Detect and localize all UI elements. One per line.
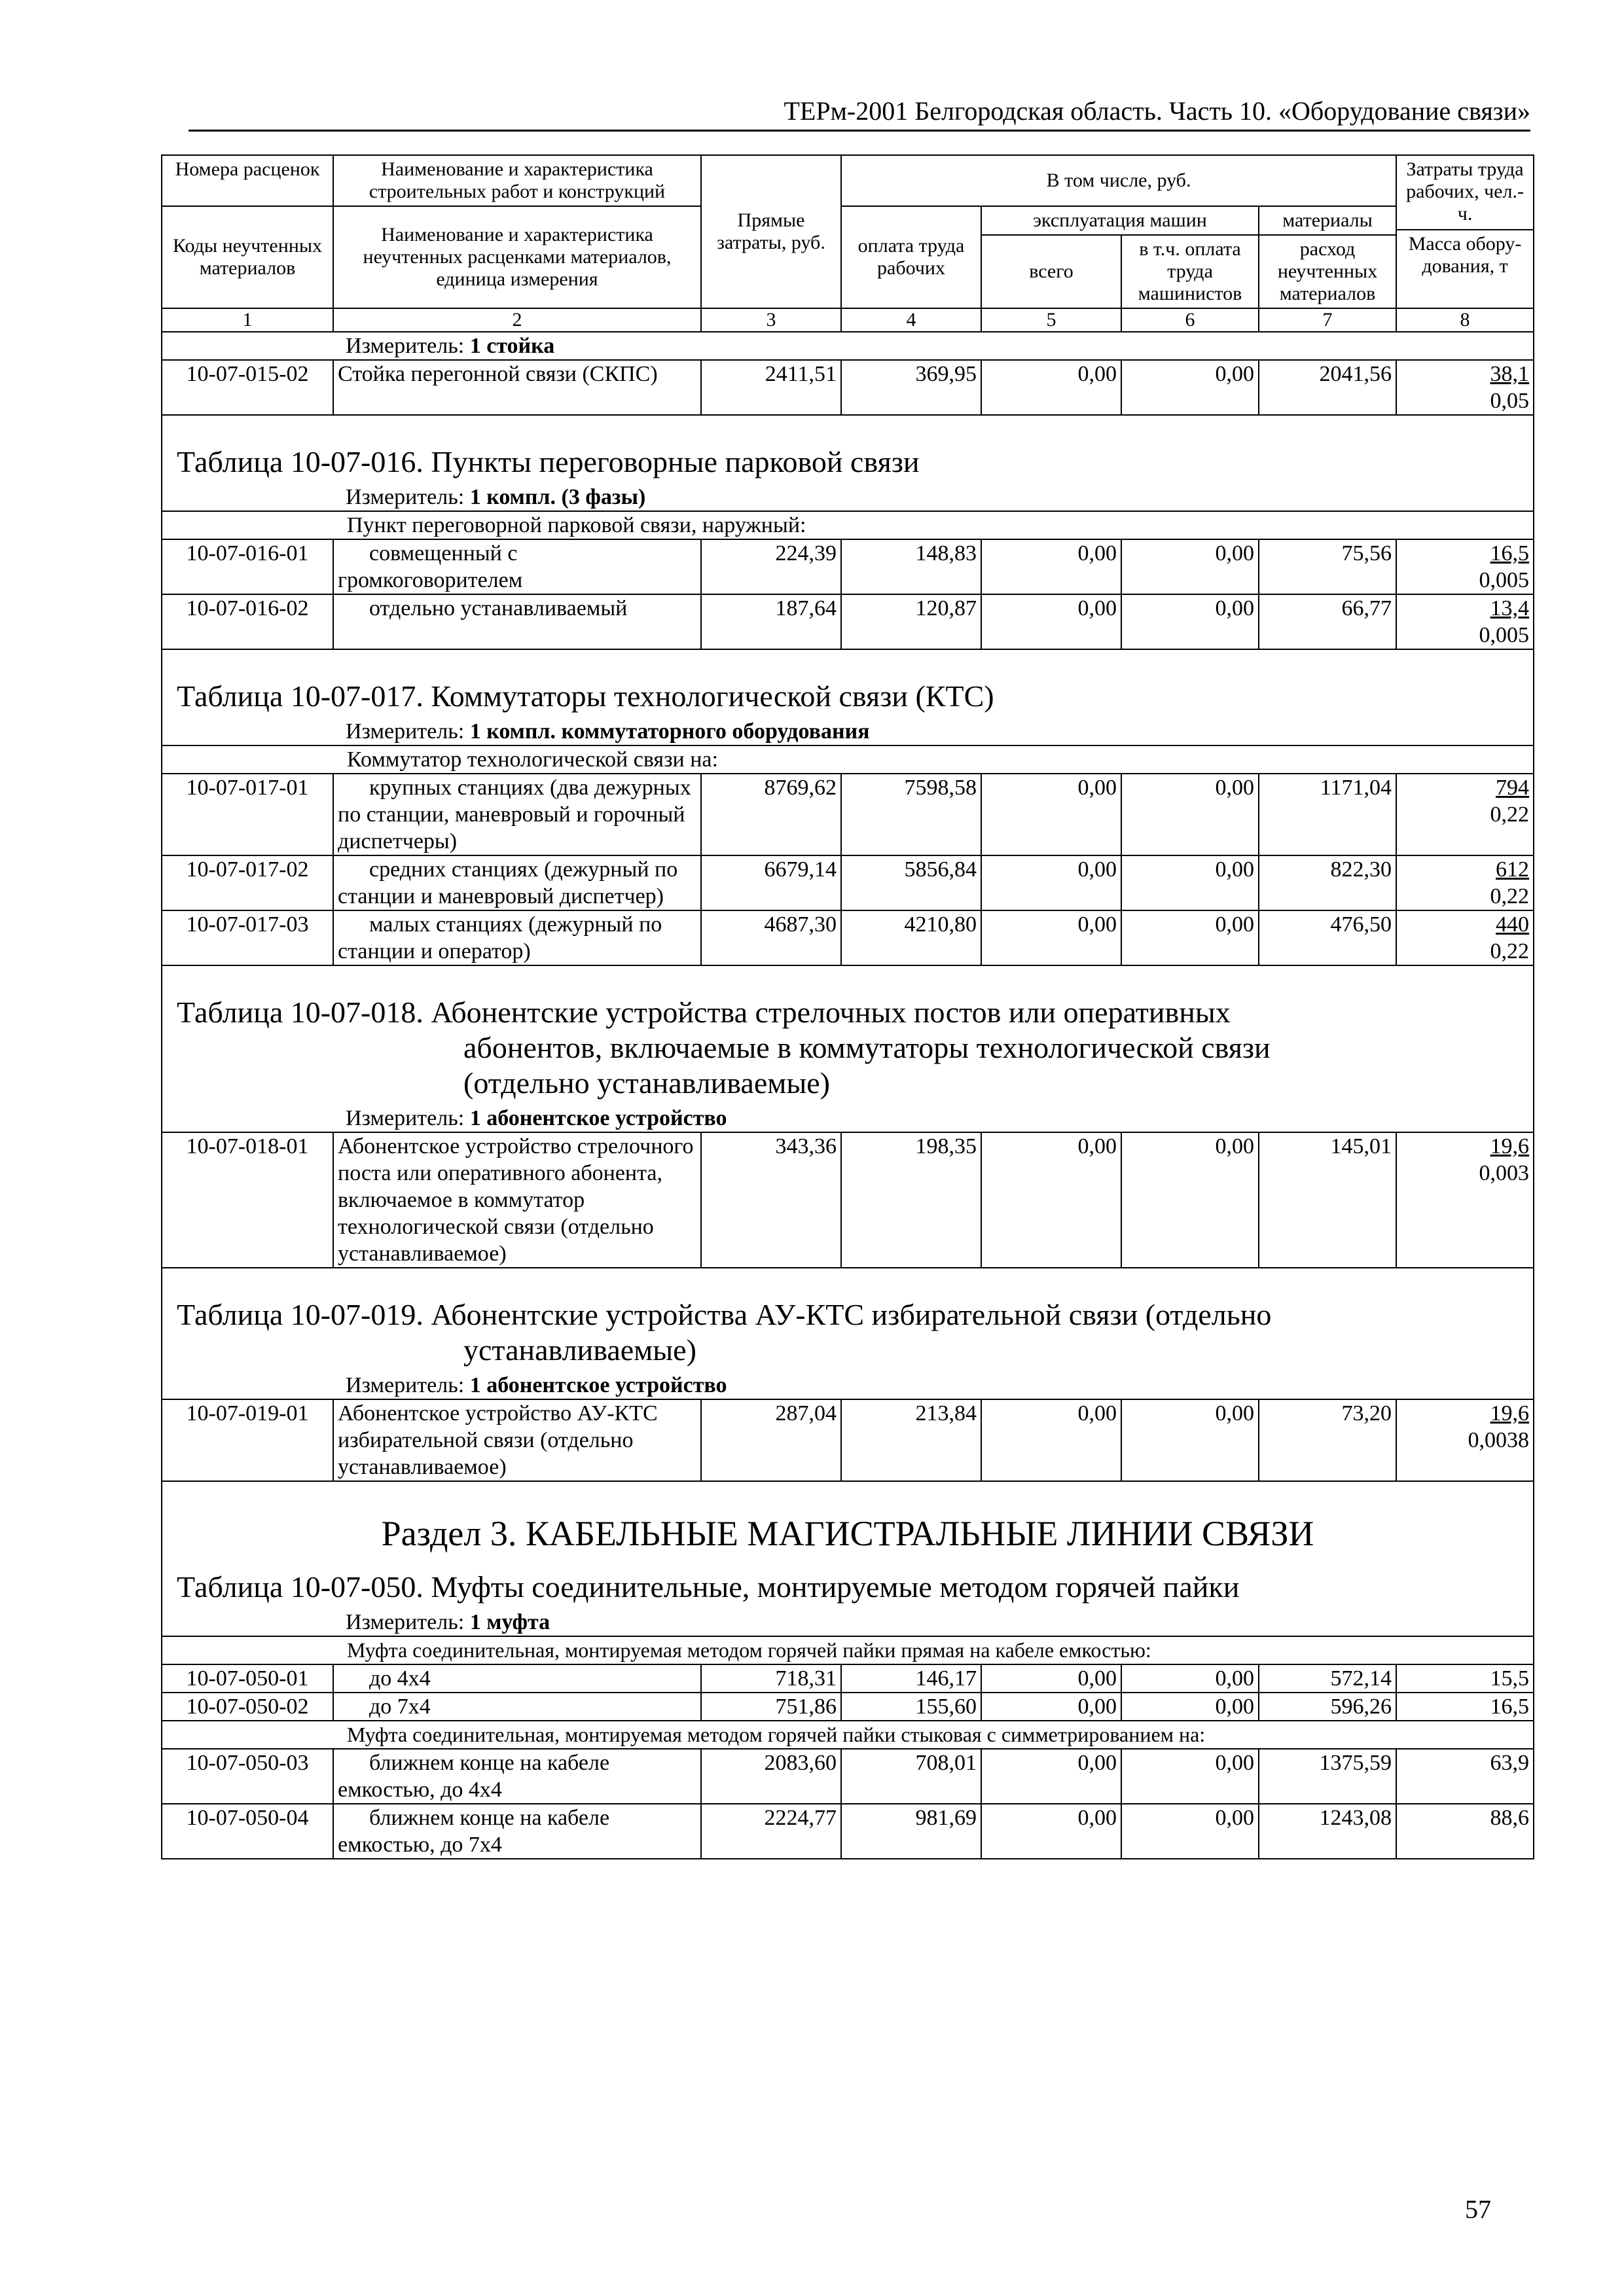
section-title-row — [162, 1481, 1534, 1559]
group-heading: Пункт переговорной парковой связи, наружный: — [162, 511, 1534, 539]
col-header-direct-costs: Прямые затраты, руб. — [701, 155, 841, 308]
worker-pay: 981,69 — [841, 1804, 981, 1859]
col-header-machines-total: всего — [981, 235, 1121, 308]
machinist-pay: 0,00 — [1121, 594, 1259, 649]
labor-mass-cell — [1396, 910, 1534, 965]
running-header: ТЕРм-2001 Белгородская область. Часть 10. «Оборудование связи» — [784, 96, 1530, 126]
labor-hours: 88,6 — [1396, 1804, 1534, 1859]
machines-total: 0,00 — [981, 1749, 1121, 1804]
column-numbers-row — [162, 308, 1534, 332]
rate-code: 10-07-017-02 — [162, 855, 333, 910]
table-title-row — [162, 649, 1534, 718]
measure-label: Измеритель: — [346, 719, 465, 744]
machines-total: 0,00 — [981, 910, 1121, 965]
table-row — [162, 1132, 1534, 1268]
machines-total: 0,00 — [981, 1804, 1121, 1859]
direct-costs: 6679,14 — [701, 855, 841, 910]
group-row — [162, 511, 1534, 539]
machinist-pay: 0,00 — [1121, 910, 1259, 965]
table-title-row — [162, 1268, 1534, 1372]
machinist-pay: 0,00 — [1121, 1804, 1259, 1859]
col-header-name-top: Наименование и характеристика строительных работ и конструкций — [333, 155, 701, 206]
labor-hours: 612 — [1496, 857, 1530, 882]
equipment-mass: 0,005 — [1479, 623, 1530, 647]
rate-name: ближнем конце на кабеле емкостью, до 7х4 — [333, 1804, 701, 1859]
measure-value: 1 муфта — [469, 1610, 550, 1634]
materials-cost: 1171,04 — [1259, 774, 1396, 855]
col-number: 8 — [1396, 308, 1534, 332]
machines-total: 0,00 — [981, 360, 1121, 415]
table-row — [162, 1693, 1534, 1721]
table-row — [162, 910, 1534, 965]
equipment-mass: 0,22 — [1490, 939, 1530, 963]
table-title-line: абонентов, включаемые в коммутаторы технологической связи — [463, 1031, 1271, 1064]
col-number: 1 — [162, 308, 333, 332]
col-number: 7 — [1259, 308, 1396, 332]
equipment-mass: 0,005 — [1479, 568, 1530, 592]
table-title-line: Таблица 10-07-019. Абонентские устройства АУ-КТС избирательной связи (отдельно — [177, 1298, 1272, 1331]
measure-value: 1 стойка — [469, 334, 555, 358]
table-row — [162, 855, 1534, 910]
labor-mass-cell — [1396, 774, 1534, 855]
rate-name: до 7х4 — [333, 1693, 701, 1721]
worker-pay: 5856,84 — [841, 855, 981, 910]
equipment-mass: 0,22 — [1490, 884, 1530, 908]
rate-code: 10-07-050-03 — [162, 1749, 333, 1804]
labor-mass-cell — [1396, 1132, 1534, 1268]
measure-label: Измеритель: — [346, 485, 465, 509]
table-title-row — [162, 415, 1534, 484]
labor-hours: 794 — [1496, 776, 1530, 800]
table-row — [162, 1804, 1534, 1859]
table-row — [162, 360, 1534, 415]
direct-costs: 2224,77 — [701, 1804, 841, 1859]
col-header-unaccounted-materials: расход неучтенных материалов — [1259, 235, 1396, 308]
measure-line — [162, 1105, 1534, 1132]
col-header-codes-top: Номера расценок — [162, 155, 333, 206]
table-title — [162, 1268, 1534, 1372]
machinist-pay: 0,00 — [1121, 774, 1259, 855]
machinist-pay: 0,00 — [1121, 1664, 1259, 1693]
page-number: 57 — [1465, 2195, 1491, 2224]
materials-cost: 1243,08 — [1259, 1804, 1396, 1859]
equipment-mass: 0,22 — [1490, 802, 1530, 827]
group-heading: Муфта соединительная, монтируемая методом горячей пайки прямая на кабеле емкостью: — [162, 1636, 1534, 1664]
col-number: 4 — [841, 308, 981, 332]
measure-row — [162, 332, 1534, 360]
measure-line — [162, 332, 1534, 360]
labor-hours: 38,1 — [1490, 362, 1530, 386]
measure-value: 1 компл. коммутаторного оборудования — [469, 719, 870, 744]
table-title-line: устанавливаемые) — [463, 1333, 696, 1367]
col-number: 3 — [701, 308, 841, 332]
rate-code: 10-07-050-04 — [162, 1804, 333, 1859]
direct-costs: 718,31 — [701, 1664, 841, 1693]
worker-pay: 198,35 — [841, 1132, 981, 1268]
col-header-codes-bottom: Коды неучтенных материалов — [162, 206, 333, 308]
measure-row — [162, 718, 1534, 745]
materials-cost: 75,56 — [1259, 539, 1396, 594]
group-row — [162, 1721, 1534, 1749]
table-row — [162, 594, 1534, 649]
labor-hours: 16,5 — [1396, 1693, 1534, 1721]
rate-code: 10-07-018-01 — [162, 1132, 333, 1268]
worker-pay: 213,84 — [841, 1399, 981, 1481]
machinist-pay: 0,00 — [1121, 360, 1259, 415]
labor-hours: 63,9 — [1396, 1749, 1534, 1804]
machines-total: 0,00 — [981, 1132, 1121, 1268]
rate-code: 10-07-050-02 — [162, 1693, 333, 1721]
table-row — [162, 1749, 1534, 1804]
table-row — [162, 539, 1534, 594]
measure-value: 1 абонентское устройство — [469, 1373, 727, 1397]
measure-line — [162, 1372, 1534, 1399]
table-title: Таблица 10-07-017. Коммутаторы технологической связи (КТС) — [162, 649, 1534, 718]
rate-code: 10-07-015-02 — [162, 360, 333, 415]
rates-table — [161, 154, 1534, 1859]
col-header-machines: эксплуатация машин — [981, 206, 1259, 235]
col-header-worker-pay: оплата труда рабочих — [841, 206, 981, 308]
table-row — [162, 774, 1534, 855]
measure-row — [162, 1105, 1534, 1132]
labor-mass-cell — [1396, 594, 1534, 649]
labor-hours: 19,6 — [1490, 1134, 1530, 1158]
rate-name: средних станциях (дежурный по станции и маневровый диспетчер) — [333, 855, 701, 910]
materials-cost: 596,26 — [1259, 1693, 1396, 1721]
measure-label: Измеритель: — [346, 1610, 465, 1634]
equipment-mass: 0,0038 — [1468, 1428, 1530, 1452]
measure-line — [162, 1609, 1534, 1636]
machines-total: 0,00 — [981, 539, 1121, 594]
worker-pay: 155,60 — [841, 1693, 981, 1721]
machinist-pay: 0,00 — [1121, 1132, 1259, 1268]
worker-pay: 7598,58 — [841, 774, 981, 855]
rate-name: совмещенный с громкоговорителем — [333, 539, 701, 594]
rate-code: 10-07-050-01 — [162, 1664, 333, 1693]
col-number: 2 — [333, 308, 701, 332]
table-header — [162, 155, 1534, 332]
table-title-line: Таблица 10-07-018. Абонентские устройства стрелочных постов или оперативных — [177, 996, 1231, 1029]
table-title-row — [162, 965, 1534, 1105]
materials-cost: 73,20 — [1259, 1399, 1396, 1481]
labor-hours: 19,6 — [1490, 1401, 1530, 1426]
labor-mass-cell — [1396, 1399, 1534, 1481]
materials-cost: 2041,56 — [1259, 360, 1396, 415]
machinist-pay: 0,00 — [1121, 1749, 1259, 1804]
rate-name: Стойка перегонной связи (СКПС) — [333, 360, 701, 415]
direct-costs: 343,36 — [701, 1132, 841, 1268]
rate-name: крупных станциях (два дежурных по станции, маневровый и горочный диспетчеры) — [333, 774, 701, 855]
measure-value: 1 компл. (3 фазы) — [469, 485, 646, 509]
rate-name: Абонентское устройство АУ-КТС избирательной связи (отдельно устанавливаемое) — [333, 1399, 701, 1481]
worker-pay: 708,01 — [841, 1749, 981, 1804]
worker-pay: 369,95 — [841, 360, 981, 415]
labor-mass-cell — [1396, 360, 1534, 415]
machines-total: 0,00 — [981, 1399, 1121, 1481]
col-header-name-bottom: Наименование и характеристика неучтенных расценками материалов, единица измерения — [333, 206, 701, 308]
labor-hours: 16,5 — [1490, 541, 1530, 565]
col-header-equipment-mass: Масса обору- дования, т — [1397, 229, 1533, 280]
group-heading: Коммутатор технологической связи на: — [162, 745, 1534, 774]
rate-code: 10-07-016-02 — [162, 594, 333, 649]
rate-name: ближнем конце на кабеле емкостью, до 4х4 — [333, 1749, 701, 1804]
rate-code: 10-07-017-03 — [162, 910, 333, 965]
measure-row — [162, 484, 1534, 511]
machines-total: 0,00 — [981, 774, 1121, 855]
table-title-row — [162, 1559, 1534, 1609]
measure-value: 1 абонентское устройство — [469, 1106, 727, 1130]
worker-pay: 120,87 — [841, 594, 981, 649]
rate-code: 10-07-016-01 — [162, 539, 333, 594]
rate-code: 10-07-019-01 — [162, 1399, 333, 1481]
measure-row — [162, 1609, 1534, 1636]
rate-name: малых станциях (дежурный по станции и оператор) — [333, 910, 701, 965]
table-title — [162, 965, 1534, 1105]
col-header-machinist-pay: в т.ч. оплата труда машинистов — [1121, 235, 1259, 308]
measure-row — [162, 1372, 1534, 1399]
equipment-mass: 0,003 — [1479, 1161, 1530, 1185]
measure-line — [162, 718, 1534, 745]
rate-name: до 4х4 — [333, 1664, 701, 1693]
machines-total: 0,00 — [981, 855, 1121, 910]
group-row — [162, 1636, 1534, 1664]
col-header-including: В том числе, руб. — [841, 155, 1396, 206]
rate-code: 10-07-017-01 — [162, 774, 333, 855]
table-row — [162, 1664, 1534, 1693]
col-header-labor-hours: Затраты труда рабочих, чел.-ч. — [1406, 158, 1524, 224]
labor-hours: 13,4 — [1490, 596, 1530, 620]
measure-label: Измеритель: — [346, 1373, 465, 1397]
worker-pay: 148,83 — [841, 539, 981, 594]
machinist-pay: 0,00 — [1121, 855, 1259, 910]
direct-costs: 4687,30 — [701, 910, 841, 965]
direct-costs: 224,39 — [701, 539, 841, 594]
direct-costs: 751,86 — [701, 1693, 841, 1721]
machines-total: 0,00 — [981, 1693, 1121, 1721]
table-row — [162, 1399, 1534, 1481]
labor-mass-cell — [1396, 539, 1534, 594]
col-number: 6 — [1121, 308, 1259, 332]
direct-costs: 2083,60 — [701, 1749, 841, 1804]
worker-pay: 4210,80 — [841, 910, 981, 965]
machinist-pay: 0,00 — [1121, 1399, 1259, 1481]
measure-line — [162, 484, 1534, 511]
materials-cost: 1375,59 — [1259, 1749, 1396, 1804]
materials-cost: 476,50 — [1259, 910, 1396, 965]
rate-name: отдельно устанавливаемый — [333, 594, 701, 649]
labor-hours: 15,5 — [1396, 1664, 1534, 1693]
table-title: Таблица 10-07-016. Пункты переговорные парковой связи — [162, 415, 1534, 484]
measure-label: Измеритель: — [346, 334, 465, 358]
group-row — [162, 745, 1534, 774]
table-title-line: (отдельно устанавливаемые) — [463, 1066, 830, 1100]
rates-table-container — [161, 154, 1533, 1859]
machines-total: 0,00 — [981, 594, 1121, 649]
direct-costs: 2411,51 — [701, 360, 841, 415]
materials-cost: 145,01 — [1259, 1132, 1396, 1268]
col-number: 5 — [981, 308, 1121, 332]
col-header-labor-mass — [1396, 155, 1534, 308]
materials-cost: 66,77 — [1259, 594, 1396, 649]
machines-total: 0,00 — [981, 1664, 1121, 1693]
labor-hours: 440 — [1496, 912, 1530, 937]
materials-cost: 822,30 — [1259, 855, 1396, 910]
col-header-materials: материалы — [1259, 206, 1396, 235]
materials-cost: 572,14 — [1259, 1664, 1396, 1693]
labor-mass-cell — [1396, 855, 1534, 910]
direct-costs: 287,04 — [701, 1399, 841, 1481]
direct-costs: 187,64 — [701, 594, 841, 649]
worker-pay: 146,17 — [841, 1664, 981, 1693]
section-title: Раздел 3. КАБЕЛЬНЫЕ МАГИСТРАЛЬНЫЕ ЛИНИИ СВЯЗИ — [162, 1481, 1534, 1559]
table-title: Таблица 10-07-050. Муфты соединительные, монтируемые методом горячей пайки — [162, 1559, 1534, 1609]
group-heading: Муфта соединительная, монтируемая методом горячей пайки стыковая с симметрированием на: — [162, 1721, 1534, 1749]
header-rule — [189, 130, 1530, 132]
equipment-mass: 0,05 — [1490, 389, 1530, 413]
machinist-pay: 0,00 — [1121, 539, 1259, 594]
measure-label: Измеритель: — [346, 1106, 465, 1130]
machinist-pay: 0,00 — [1121, 1693, 1259, 1721]
direct-costs: 8769,62 — [701, 774, 841, 855]
rate-name: Абонентское устройство стрелочного поста или оперативного абонента, включаемое в коммутатор технологической связи (отдельно устанавливаемое) — [333, 1132, 701, 1268]
